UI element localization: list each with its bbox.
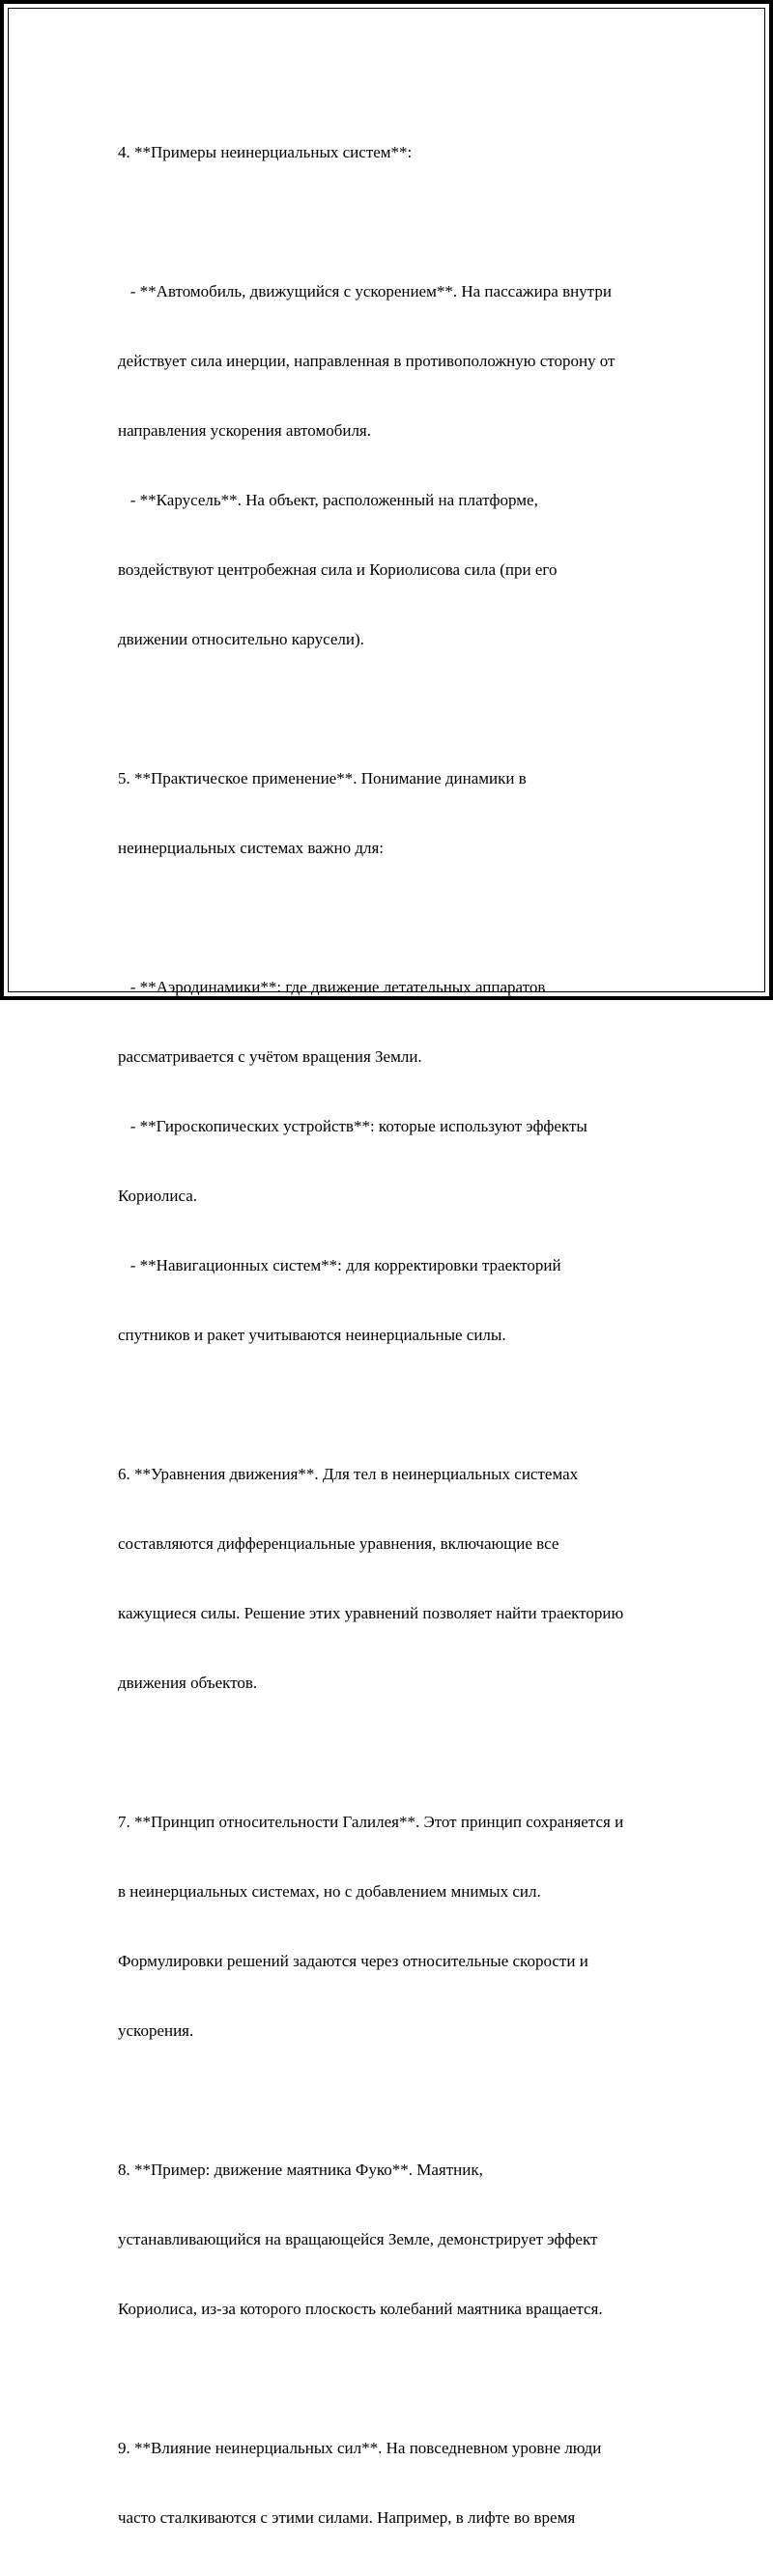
text-line: - **Гироскопических устройств**: которые используют эффекты [118, 1117, 587, 1135]
blank-line [118, 906, 698, 930]
text-line: часто сталкиваются с этими силами. Например, в лифте во время [118, 2508, 576, 2527]
text-line: кажущиеся силы. Решение этих уравнений позволяет найти траекторию [118, 1604, 624, 1622]
text-line: - **Карусель**. На объект, расположенный на платформе, [118, 491, 538, 509]
text-line: в неинерциальных системах, но с добавлением мнимых сил. [118, 1882, 541, 1901]
text-line: 8. **Пример: движение маятника Фуко**. Маятник, [118, 2161, 483, 2179]
document-body [118, 95, 698, 2576]
text-line: Формулировки решений задаются через относительные скорости и [118, 1952, 588, 1970]
text-line: неинерциальных системах важно для: [118, 839, 384, 857]
blank-line [118, 2367, 698, 2390]
text-line: воздействуют центробежная сила и Кориолисова сила (при его [118, 560, 558, 579]
text-line: - **Автомобиль, движущийся с ускорением**. На пассажира внутри [118, 282, 612, 301]
text-line: 7. **Принцип относительности Галилея**. Этот принцип сохраняется и [118, 1813, 624, 1831]
text-line: движении относительно карусели). [118, 630, 364, 648]
blank-line [118, 698, 698, 721]
text-line: 9. **Влияние неинерциальных сил**. На повседневном уровне люди [118, 2439, 602, 2457]
text-line: ускорения. [118, 2021, 194, 2040]
blank-line [118, 1393, 698, 1417]
blank-line [118, 1741, 698, 1764]
text-line: 6. **Уравнения движения**. Для тел в неинерциальных системах [118, 1465, 579, 1483]
text-line: Кориолиса. [118, 1187, 197, 1205]
blank-line [118, 2089, 698, 2112]
text-line: устанавливающийся на вращающейся Земле, демонстрирует эффект [118, 2230, 598, 2248]
blank-line [118, 211, 698, 234]
text-line: направления ускорения автомобиля. [118, 421, 371, 440]
text-line: - **Навигационных систем**: для корректировки траекторий [118, 1256, 561, 1274]
text-line: действует сила инерции, направленная в противоположную сторону от [118, 352, 616, 370]
text-line: 5. **Практическое применение**. Понимание динамики в [118, 769, 527, 787]
text-line: Кориолиса, из-за которого плоскость колебаний маятника вращается. [118, 2300, 603, 2318]
text-line: рассматривается с учётом вращения Земли. [118, 1047, 422, 1066]
text-line: - **Аэродинамики**: где движение летательных аппаратов [118, 978, 546, 996]
text-line: спутников и ракет учитываются неинерциальные силы. [118, 1326, 506, 1344]
text-line: движения объектов. [118, 1674, 258, 1692]
text-line: 4. **Примеры неинерциальных систем**: [118, 143, 413, 161]
text-line: составляются дифференциальные уравнения, включающие все [118, 1534, 559, 1553]
